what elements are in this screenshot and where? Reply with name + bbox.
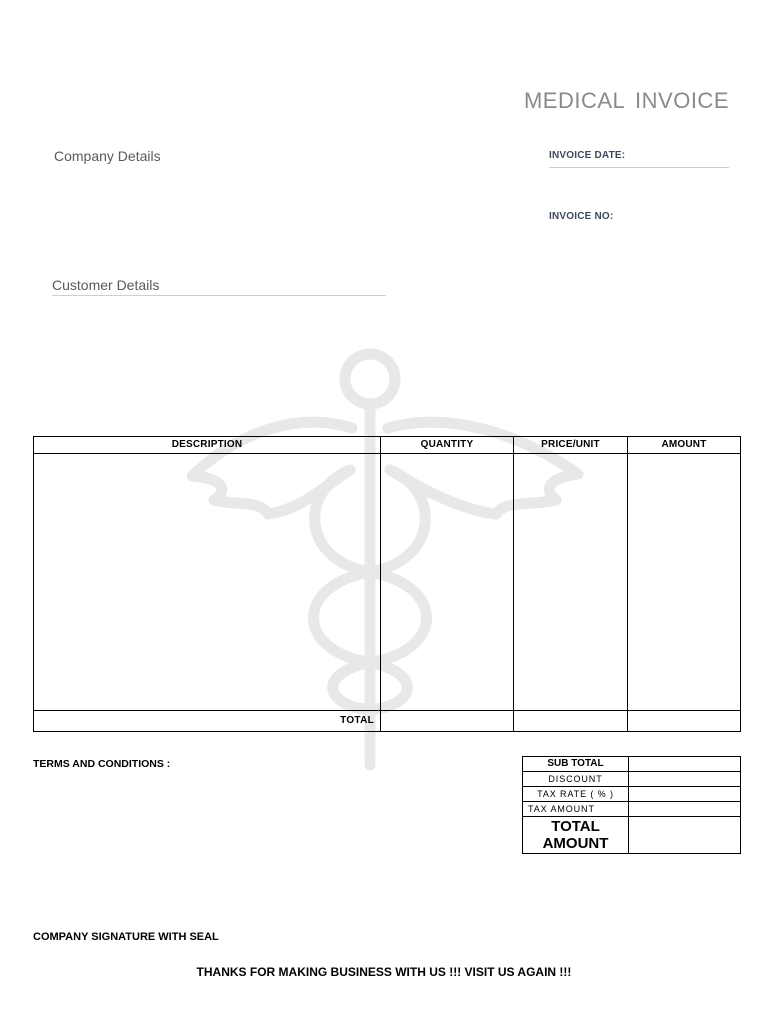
total-price-unit-cell bbox=[514, 711, 628, 732]
sub-total-value bbox=[629, 757, 741, 772]
caduceus-ring bbox=[345, 354, 395, 404]
amount-cell bbox=[628, 454, 741, 711]
total-label: TOTAL bbox=[34, 711, 381, 732]
discount-row bbox=[523, 772, 741, 787]
invoice-date-rule bbox=[549, 167, 729, 168]
tax-amount-row bbox=[523, 802, 741, 817]
description-cell bbox=[34, 454, 381, 711]
description-header: DESCRIPTION bbox=[34, 437, 381, 454]
items-total-row bbox=[34, 711, 741, 732]
sub-total-label: SUB TOTAL bbox=[523, 757, 629, 772]
sub-total-row bbox=[523, 757, 741, 772]
total-quantity-cell bbox=[381, 711, 514, 732]
footer-message: THANKS FOR MAKING BUSINESS WITH US !!! VISIT US AGAIN !!! bbox=[196, 965, 572, 979]
invoice-no-label: INVOICE NO: bbox=[549, 211, 614, 222]
total-amount-row bbox=[523, 817, 741, 854]
discount-value bbox=[629, 772, 741, 787]
company-details-label: Company Details bbox=[54, 148, 161, 164]
tax-rate-label: TAX RATE ( % ) bbox=[523, 787, 629, 802]
items-table bbox=[33, 436, 741, 732]
amount-header: AMOUNT bbox=[628, 437, 741, 454]
invoice-title: MEDICAL INVOICE bbox=[523, 88, 729, 113]
tax-amount-value bbox=[629, 802, 741, 817]
tax-rate-row bbox=[523, 787, 741, 802]
quantity-header: QUANTITY bbox=[381, 437, 514, 454]
total-amount-cell bbox=[628, 711, 741, 732]
terms-and-conditions-label: TERMS AND CONDITIONS : bbox=[33, 758, 171, 770]
customer-details-rule bbox=[52, 295, 386, 296]
invoice-date-label: INVOICE DATE: bbox=[549, 150, 626, 161]
company-signature-label: COMPANY SIGNATURE WITH SEAL bbox=[33, 931, 219, 943]
discount-label: DISCOUNT bbox=[523, 772, 629, 787]
price-unit-cell bbox=[514, 454, 628, 711]
tax-amount-label: TAX AMOUNT bbox=[523, 802, 629, 817]
items-body-row bbox=[34, 454, 741, 711]
quantity-cell bbox=[381, 454, 514, 711]
summary-table bbox=[522, 756, 741, 854]
customer-details-label: Customer Details bbox=[52, 277, 160, 293]
total-amount-value bbox=[629, 817, 741, 854]
tax-rate-value bbox=[629, 787, 741, 802]
total-amount-label: TOTAL AMOUNT bbox=[523, 817, 629, 854]
items-header-row bbox=[34, 437, 741, 454]
price-unit-header: PRICE/UNIT bbox=[514, 437, 628, 454]
